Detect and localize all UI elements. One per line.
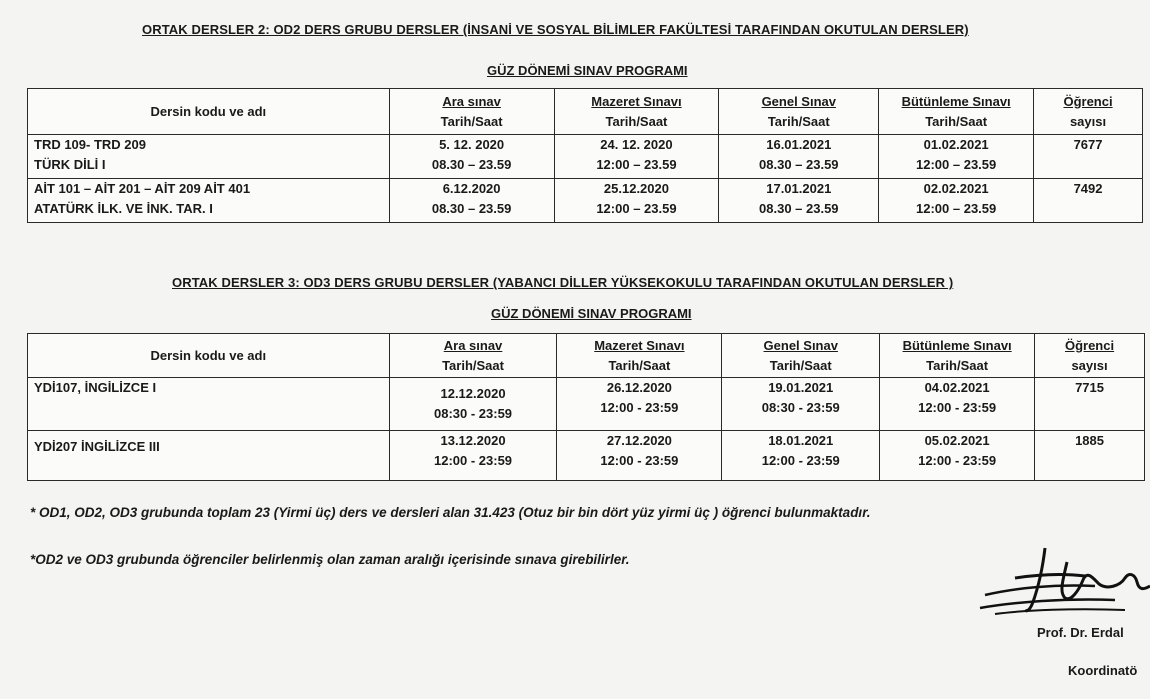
header-midterm: Ara sınav Tarih/Saat (389, 89, 554, 135)
signatory-title: Koordinatö (1068, 663, 1138, 678)
header-students: Öğrenci sayısı (1034, 89, 1143, 135)
makeup-cell: 26.12.2020 12:00 - 23:59 (557, 378, 722, 431)
section2-exam-table (27, 333, 1145, 481)
table-row (28, 179, 1143, 223)
final-cell: 16.01.2021 08.30 – 23.59 (719, 135, 879, 179)
makeup-cell: 27.12.2020 12:00 - 23:59 (557, 431, 722, 481)
final-cell: 18.01.2021 12:00 - 23:59 (722, 431, 880, 481)
header-course: Dersin kodu ve adı (28, 334, 390, 378)
final-cell: 17.01.2021 08.30 – 23.59 (719, 179, 879, 223)
section1-subheading: GÜZ DÖNEMİ SINAV PROGRAMI (487, 63, 688, 78)
table-row (28, 378, 1145, 431)
header-resit: Bütünleme Sınavı Tarih/Saat (880, 334, 1035, 378)
header-course: Dersin kodu ve adı (28, 89, 390, 135)
makeup-cell: 24. 12. 2020 12:00 – 23.59 (554, 135, 719, 179)
midterm-cell: 12.12.2020 08:30 - 23:59 (389, 378, 557, 431)
signature (975, 540, 1150, 620)
course-cell: YDİ107, İNGİLİZCE I (28, 378, 390, 431)
table-header-row (28, 334, 1145, 378)
table-header-row (28, 89, 1143, 135)
final-cell: 19.01.2021 08:30 - 23:59 (722, 378, 880, 431)
resit-cell: 01.02.2021 12:00 – 23.59 (879, 135, 1034, 179)
header-resit: Bütünleme Sınavı Tarih/Saat (879, 89, 1034, 135)
midterm-cell: 6.12.2020 08.30 – 23.59 (389, 179, 554, 223)
header-makeup: Mazeret Sınavı Tarih/Saat (557, 334, 722, 378)
header-midterm: Ara sınav Tarih/Saat (389, 334, 557, 378)
section1-exam-table (27, 88, 1143, 223)
header-final: Genel Sınav Tarih/Saat (719, 89, 879, 135)
header-makeup: Mazeret Sınavı Tarih/Saat (554, 89, 719, 135)
course-cell: AİT 101 – AİT 201 – AİT 209 AİT 401 ATATÜRK İLK. VE İNK. TAR. I (28, 179, 390, 223)
section1-heading: ORTAK DERSLER 2: OD2 DERS GRUBU DERSLER (İNSANİ VE SOSYAL BİLİMLER FAKÜLTESİ TARAFINDAN OKUTULAN DERSLER) (142, 22, 969, 37)
course-cell: TRD 109- TRD 209 TÜRK DİLİ I (28, 135, 390, 179)
students-cell: 7677 (1034, 135, 1143, 179)
midterm-cell: 5. 12. 2020 08.30 – 23.59 (389, 135, 554, 179)
table-row (28, 431, 1145, 481)
footnote-total: * OD1, OD2, OD3 grubunda toplam 23 (Yirmi üç) ders ve dersleri alan 31.423 (Otuz bir bin dört yüz yirmi üç ) öğrenci bulunmaktadır. (30, 505, 871, 520)
students-cell: 1885 (1035, 431, 1145, 481)
makeup-cell: 25.12.2020 12:00 – 23.59 (554, 179, 719, 223)
course-cell: YDİ207 İNGİLİZCE III (28, 431, 390, 481)
section2-heading: ORTAK DERSLER 3: OD3 DERS GRUBU DERSLER (YABANCI DİLLER YÜKSEKOKULU TARAFINDAN OKUTULAN DERSLER ) (172, 275, 954, 290)
section2-subheading: GÜZ DÖNEMİ SINAV PROGRAMI (491, 306, 692, 321)
header-students: Öğrenci sayısı (1035, 334, 1145, 378)
signatory-name: Prof. Dr. Erdal (1037, 625, 1124, 640)
table-row (28, 135, 1143, 179)
students-cell: 7715 (1035, 378, 1145, 431)
header-final: Genel Sınav Tarih/Saat (722, 334, 880, 378)
resit-cell: 05.02.2021 12:00 - 23:59 (880, 431, 1035, 481)
midterm-cell: 13.12.2020 12:00 - 23:59 (389, 431, 557, 481)
resit-cell: 04.02.2021 12:00 - 23:59 (880, 378, 1035, 431)
footnote-time-window: *OD2 ve OD3 grubunda öğrenciler belirlenmiş olan zaman aralığı içerisinde sınava girebilirler. (30, 552, 630, 567)
students-cell: 7492 (1034, 179, 1143, 223)
resit-cell: 02.02.2021 12:00 – 23.59 (879, 179, 1034, 223)
